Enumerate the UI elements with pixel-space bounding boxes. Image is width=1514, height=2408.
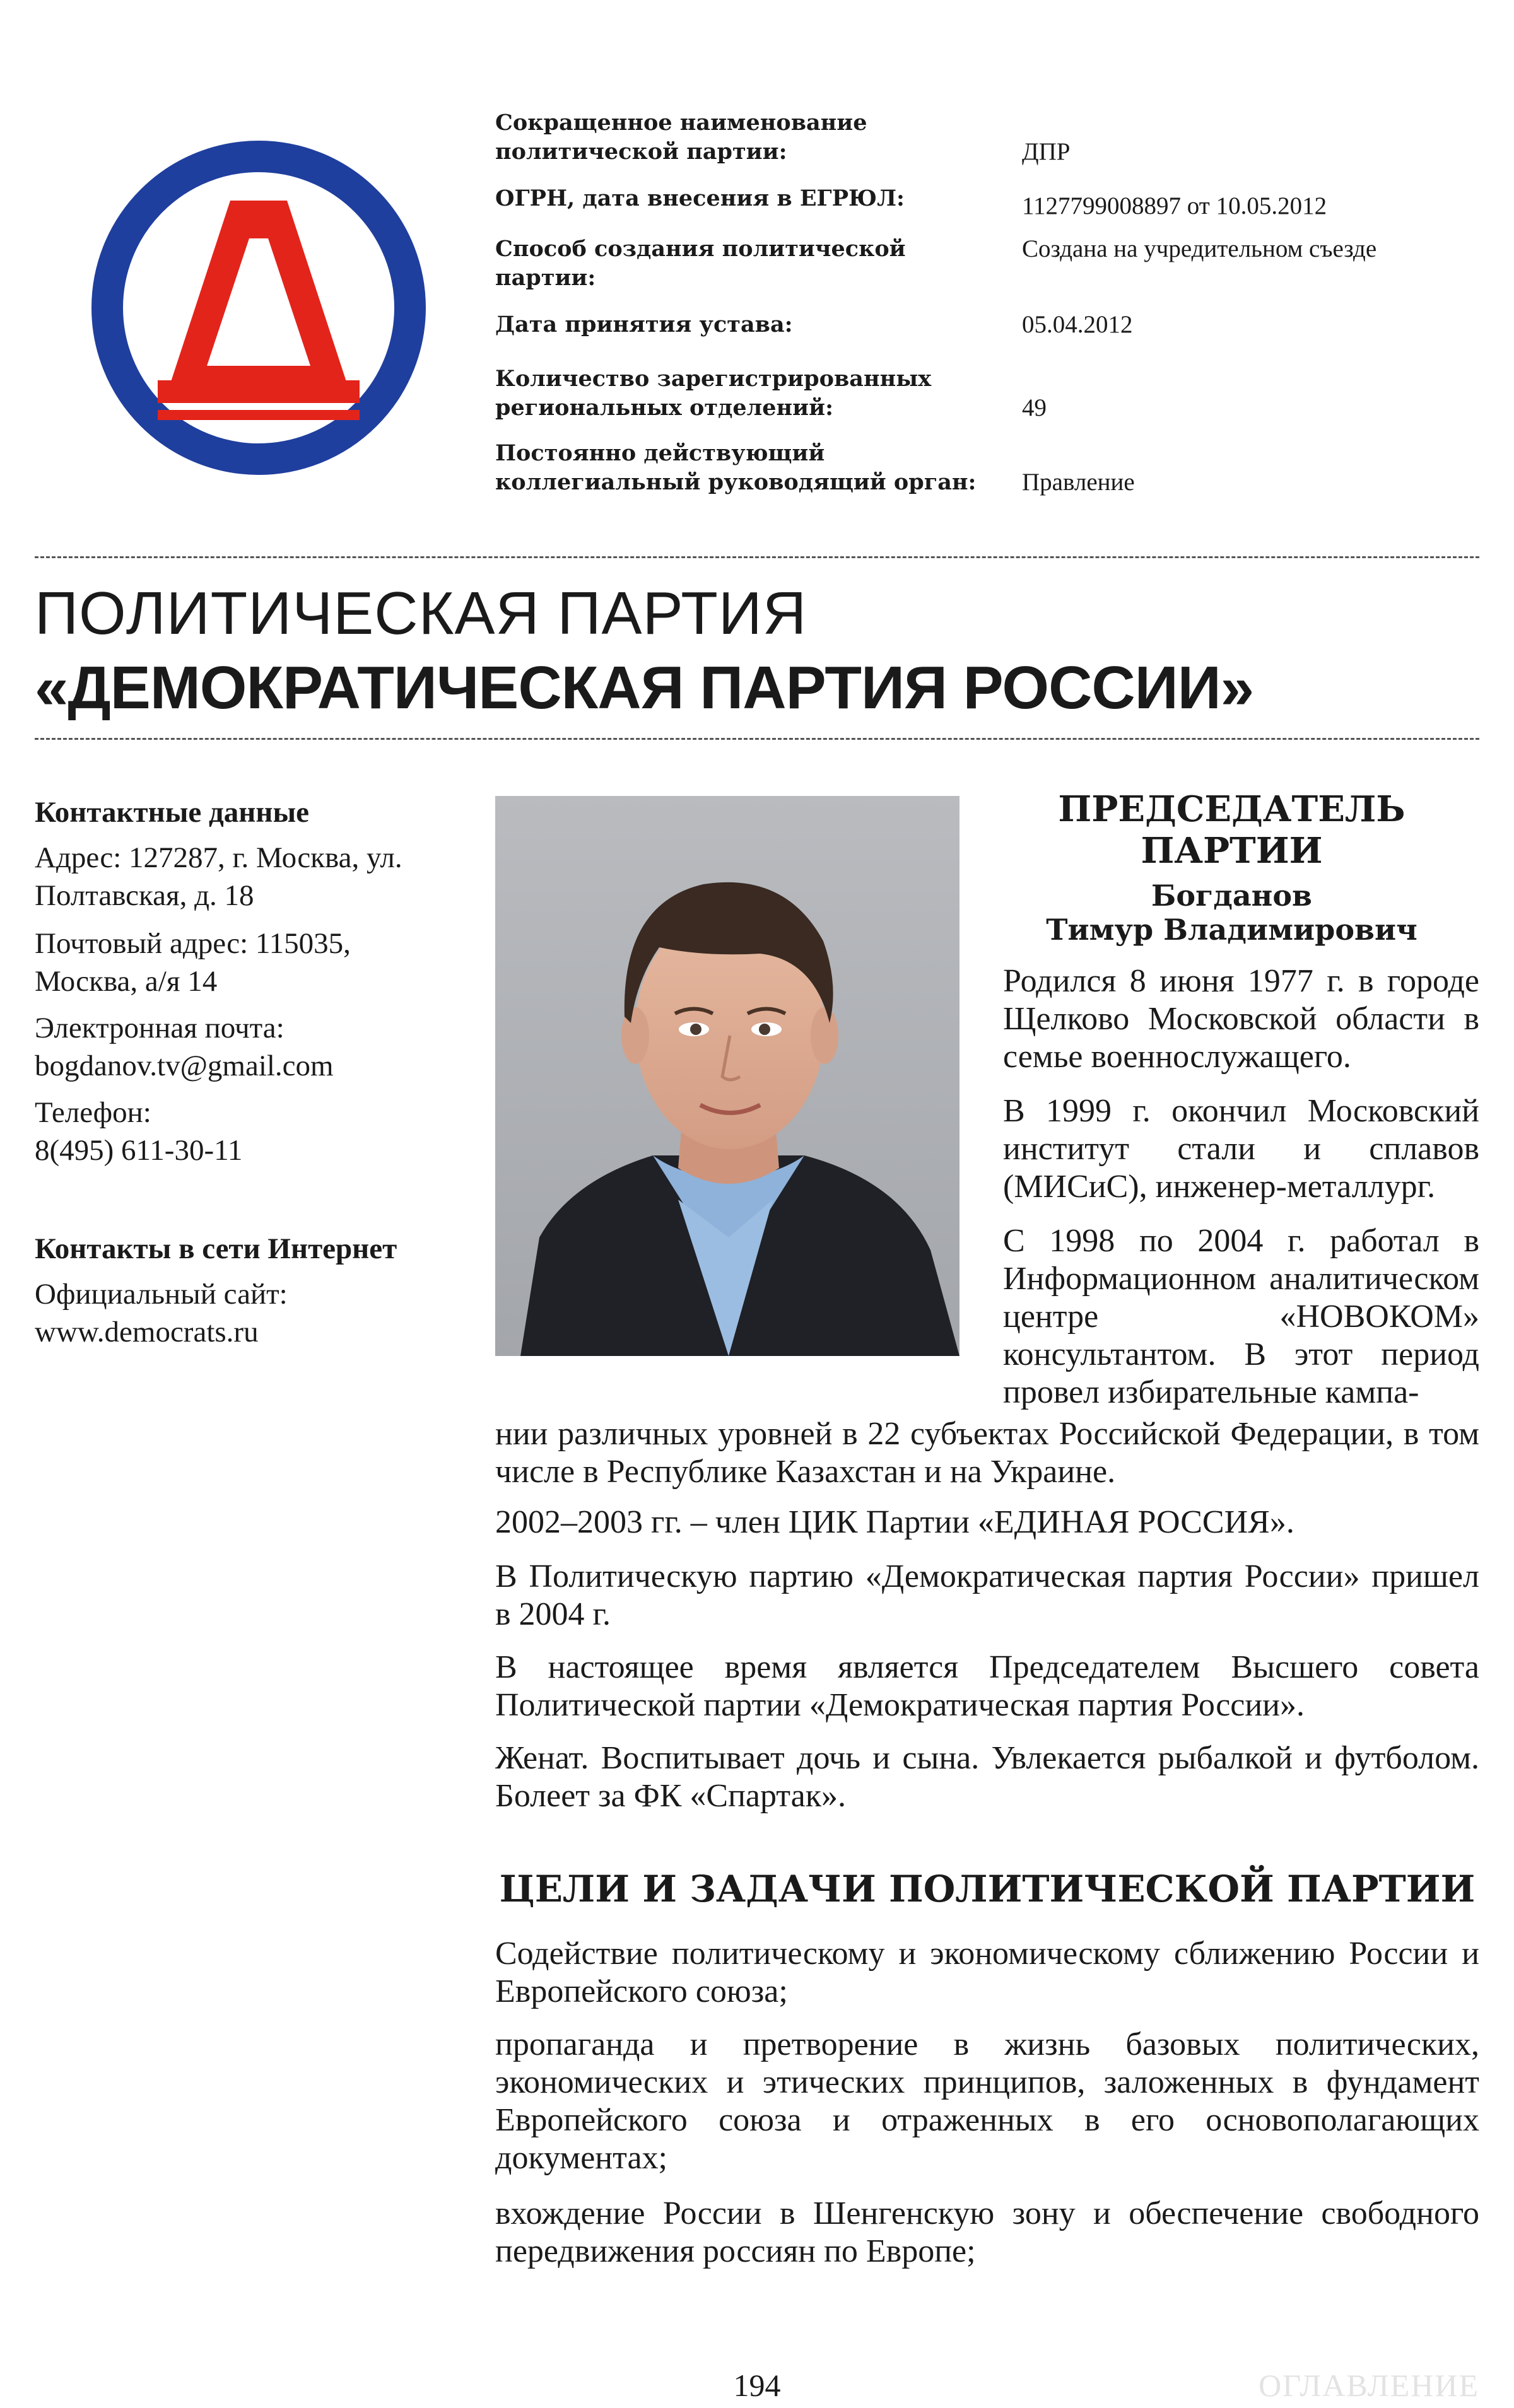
info-label: Сокращенное наименование политической партии: (495, 110, 867, 165)
info-label: Количество зарегистрированных региональных отделений: (495, 366, 932, 421)
info-value: Создана на учредительном съезде (1022, 235, 1377, 262)
bio-paragraph: 2002–2003 гг. – член ЦИК Партии «ЕДИНАЯ РОССИЯ». (495, 1504, 1294, 1540)
chairman-surname: Богданов (1151, 879, 1312, 913)
info-label: Дата принятия устава: (495, 312, 793, 337)
divider-bottom (35, 738, 1479, 740)
info-row-governing-body (495, 439, 1479, 502)
bio-paragraph: нии различных уровней в 22 субъектах Российской Федерации, в том числе в Республике Казахстан и на Украине. (495, 1416, 1479, 1490)
info-row-charter-date (495, 310, 1479, 348)
bio-paragraph: В Политическую партию «Демократическая партия России» пришел в 2004 г. (495, 1558, 1479, 1632)
contacts-email-label: Электронная почта: (35, 1012, 285, 1044)
site-link[interactable]: www.democrats.ru (35, 1316, 259, 1348)
internet-heading: Контакты в сети Интернет (35, 1232, 397, 1265)
info-row-short-name (495, 108, 1479, 172)
info-row-creation-method (495, 235, 1479, 298)
goal-item: пропаганда и претворение в жизнь базовых политических, экономических и этических принципов, заложенных в фундамент Европейского союза и отраженных в его основополагающих документах; (495, 2026, 1479, 2176)
info-value: ДПР (1022, 138, 1071, 165)
info-value: 49 (1022, 394, 1047, 421)
party-logo-emblem (88, 137, 429, 478)
chairman-portrait (495, 796, 959, 1356)
goal-item: вхождение России в Шенгенскую зону и обеспечение свободного передвижения россиян по Европе; (495, 2195, 1479, 2269)
info-label: ОГРН, дата внесения в ЕГРЮЛ: (495, 185, 905, 211)
page-number: 194 (733, 2368, 781, 2403)
bio-paragraph: В настоящее время является Председателем Высшего совета Политической партии «Демократическая партия России». (495, 1649, 1479, 1723)
contacts-phone-label: Телефон: (35, 1096, 151, 1129)
info-label: Способ создания политической партии: (495, 236, 906, 291)
info-row-regional-branches (495, 365, 1479, 428)
chairman-photo (495, 796, 959, 1356)
contacts-email[interactable]: bogdanov.tv@gmail.com (35, 1049, 334, 1082)
info-value: Правление (1022, 469, 1135, 496)
bio-paragraph: Женат. Воспитывает дочь и сына. Увлекается рыбалкой и футболом. Болеет за ФК «Спартак». (495, 1740, 1479, 1814)
bio-paragraph: С 1998 по 2004 г. работал в Информационном аналитическом центре «НОВОКОМ» консультантом. В этот период провел избирательные кампа- (1003, 1223, 1479, 1410)
bio-paragraph: Родился 8 июня 1977 г. в городе Щелково Московской области в семье военнослужащего. (1003, 963, 1479, 1075)
contacts-address: Адрес: 127287, г. Москва, ул. Полтавская, д. 18 (35, 841, 402, 912)
party-logo (88, 137, 429, 478)
goal-item: Содействие политическому и экономическому сближению России и Европейского союза; (495, 1936, 1479, 2009)
divider-top (35, 556, 1479, 558)
page-title-line2: «ДЕМОКРАТИЧЕСКАЯ ПАРТИЯ РОССИИ» (35, 654, 1254, 722)
info-value: 05.04.2012 (1022, 311, 1133, 338)
goals-heading: ЦЕЛИ И ЗАДАЧИ ПОЛИТИЧЕСКОЙ ПАРТИИ (499, 1867, 1476, 1910)
contacts-postal: Почтовый адрес: 115035, Москва, а/я 14 (35, 927, 351, 998)
info-label: Постоянно действующий коллегиальный руководящий орган: (495, 440, 977, 495)
info-value: 1127799008897 от 10.05.2012 (1022, 192, 1327, 219)
chairman-heading: ПРЕДСЕДАТЕЛЬ ПАРТИИ (1058, 788, 1405, 872)
site-label: Официальный сайт: (35, 1278, 288, 1311)
contacts-heading: Контактные данные (35, 796, 310, 829)
info-row-ogrn (495, 184, 1479, 222)
toc-link[interactable]: ОГЛАВЛЕНИЕ (1259, 2368, 1479, 2403)
contacts-phone: 8(495) 611-30-11 (35, 1134, 243, 1167)
bio-paragraph: В 1999 г. окончил Московский институт стали и сплавов (МИСиС), инженер-металлург. (1003, 1093, 1479, 1205)
page-title-line1: ПОЛИТИЧЕСКАЯ ПАРТИЯ (35, 580, 807, 647)
chairman-name: Тимур Владимирович (1046, 913, 1417, 947)
